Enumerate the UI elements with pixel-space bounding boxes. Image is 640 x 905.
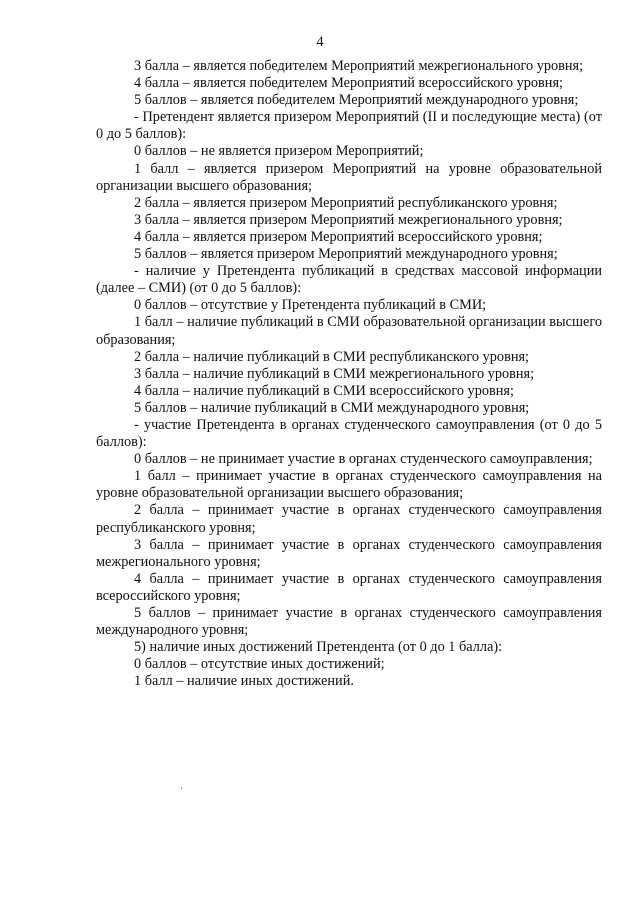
paragraph: 3 балла – наличие публикаций в СМИ межрегионального уровня; [134,365,535,382]
paragraph: 5 баллов – наличие публикаций в СМИ международного уровня; [134,399,530,416]
paragraph: 2 балла – наличие публикаций в СМИ республиканского уровня; [134,348,530,365]
stray-mark: ʼ [180,786,183,795]
paragraph: 4 балла – является победителем Мероприятий всероссийского уровня; [134,75,563,92]
paragraph: 0 баллов – отсутствие у Претендента публикаций в СМИ; [134,297,487,314]
paragraph: 5 баллов – является победителем Мероприятий международного уровня; [134,92,579,109]
paragraph: 0 баллов – не является призером Мероприятий; [134,143,424,160]
paragraph: 0 баллов – не принимает участие в органах студенческого самоуправления; [134,451,593,468]
paragraph: 1 балл – наличие иных достижений. [134,673,354,690]
paragraph: 3 балла – является призером Мероприятий межрегионального уровня; [134,211,563,228]
document-body [96,58,602,690]
paragraph: - Претендент является призером Мероприятий (II и последующие места) (от 0 до 5 баллов): [96,109,602,143]
paragraph: 4 балла – принимает участие в органах студенческого самоуправления всероссийского уровня; [96,570,602,604]
paragraph: 4 балла – является призером Мероприятий всероссийского уровня; [134,228,543,245]
paragraph: 5 баллов – является призером Мероприятий международного уровня; [134,246,558,263]
paragraph: 0 баллов – отсутствие иных достижений; [134,656,385,673]
page-number: 4 [316,34,324,50]
paragraph: 2 балла – является призером Мероприятий республиканского уровня; [134,194,558,211]
paragraph: - участие Претендента в органах студенческого самоуправления (от 0 до 5 баллов): [96,416,602,451]
paragraph: 4 балла – наличие публикаций в СМИ всероссийского уровня; [134,382,514,399]
paragraph: 2 балла – принимает участие в органах студенческого самоуправления республиканского уровня; [96,502,602,536]
paragraph: 1 балл – наличие публикаций в СМИ образовательной организации высшего образования; [96,314,602,348]
paragraph: 1 балл – принимает участие в органах студенческого самоуправления на уровне образовательной организации высшего образования; [96,468,602,502]
paragraph: 3 балла – принимает участие в органах студенческого самоуправления межрегионального уровня; [96,536,602,570]
paragraph: - наличие у Претендента публикаций в средствах массовой информации (далее – СМИ) (от 0 до 5 баллов): [96,263,602,297]
paragraph: 1 балл – является призером Мероприятий на уровне образовательной организации высшего образования; [96,160,602,194]
paragraph: 5 баллов – принимает участие в органах студенческого самоуправления международного уровня; [96,605,602,639]
paragraph: 3 балла – является победителем Мероприятий межрегионального уровня; [134,58,584,74]
paragraph: 5) наличие иных достижений Претендента (от 0 до 1 балла): [134,639,503,656]
